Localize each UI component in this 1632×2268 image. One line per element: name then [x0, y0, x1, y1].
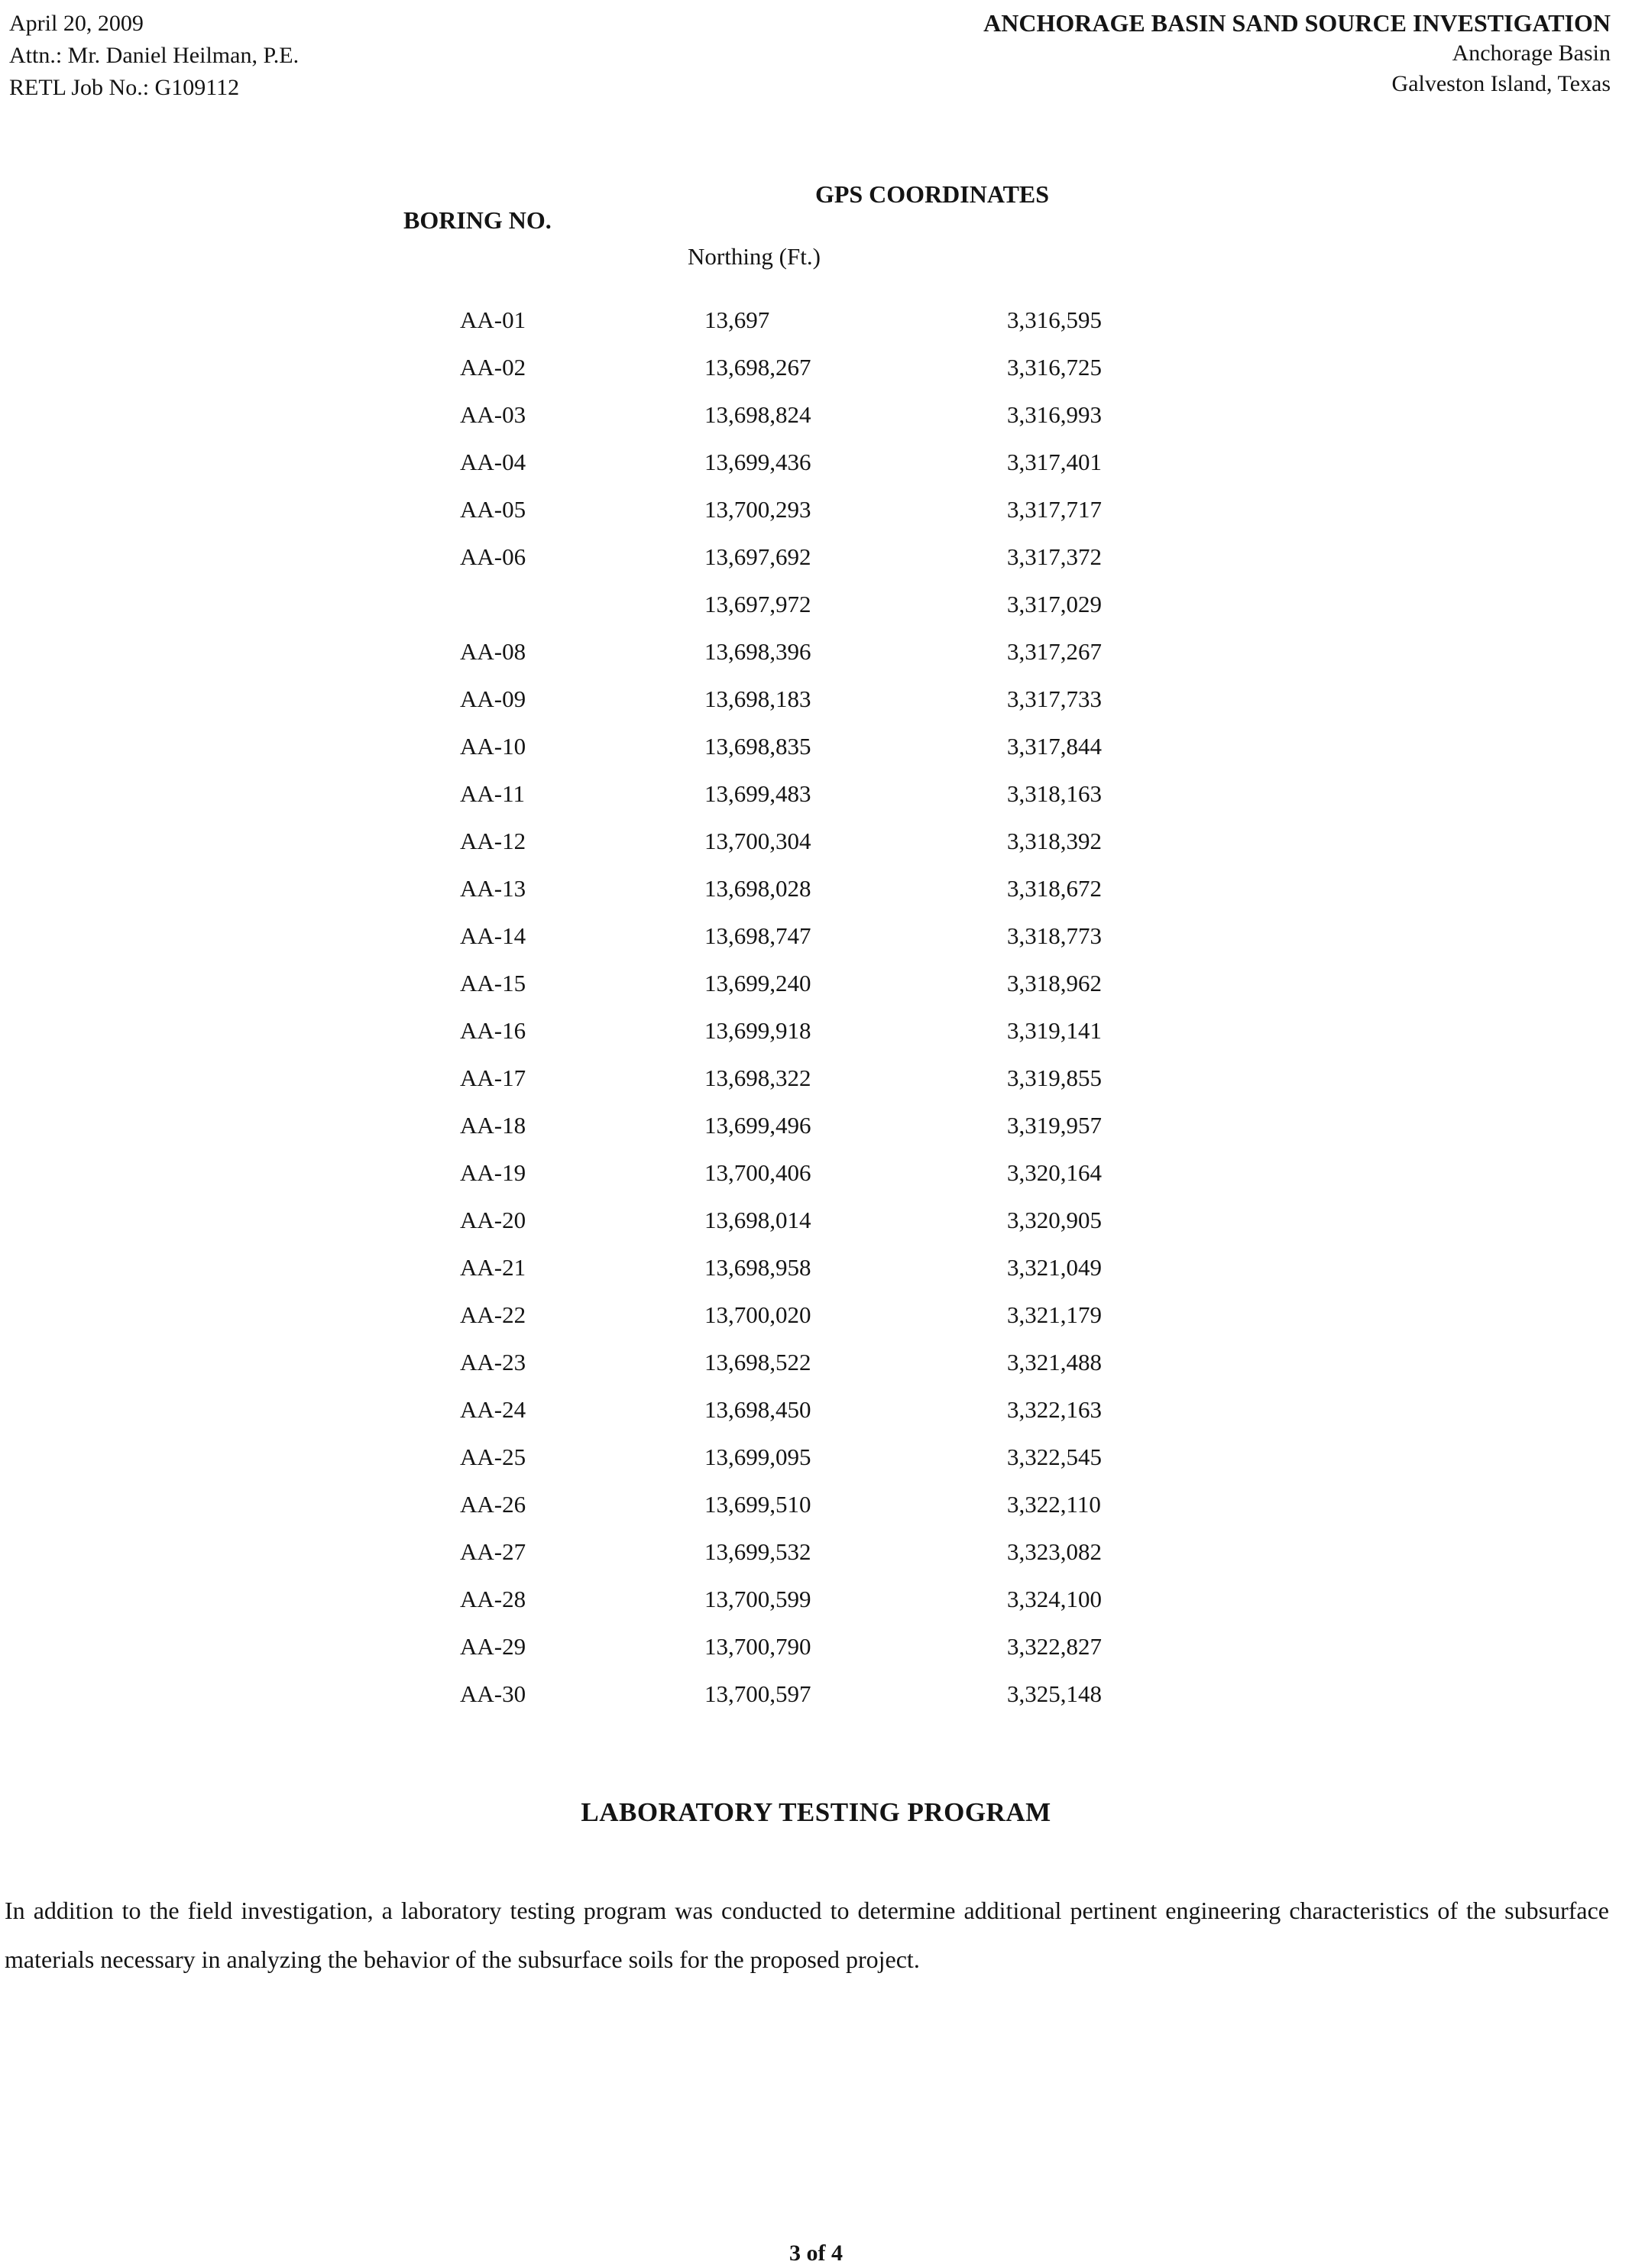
table-row — [0, 1670, 1632, 1718]
boring-no-cell: AA-23 — [460, 1349, 526, 1375]
table-row — [0, 628, 1632, 676]
northing-cell: 13,700,597 — [704, 1680, 811, 1707]
boring-no-cell: AA-06 — [460, 543, 526, 570]
boring-no-cell: AA-17 — [460, 1064, 526, 1091]
easting-cell: 3,320,164 — [1007, 1159, 1102, 1186]
boring-no-cell: AA-30 — [460, 1680, 526, 1707]
easting-cell: 3,317,267 — [1007, 638, 1102, 665]
table-row — [0, 818, 1632, 865]
section-heading: LABORATORY TESTING PROGRAM — [581, 1797, 1051, 1827]
northing-cell: 13,698,824 — [704, 401, 811, 428]
header-left-block — [9, 8, 299, 104]
table-row — [0, 439, 1632, 486]
northing-cell: 13,698,267 — [704, 354, 811, 381]
northing-cell: 13,699,240 — [704, 970, 811, 996]
easting-cell: 3,320,905 — [1007, 1207, 1102, 1233]
job-number-line: RETL Job No.: G109112 — [9, 75, 240, 100]
header-right-block — [983, 8, 1611, 99]
easting-cell: 3,319,141 — [1007, 1017, 1102, 1044]
gps-coordinates-column-header: GPS COORDINATES — [814, 180, 1050, 208]
northing-cell: 13,698,322 — [704, 1064, 811, 1091]
table-row — [0, 1291, 1632, 1339]
easting-cell: 3,322,827 — [1007, 1633, 1102, 1660]
table-row — [0, 676, 1632, 723]
table-row — [0, 1481, 1632, 1528]
easting-cell: 3,322,545 — [1007, 1443, 1102, 1470]
boring-no-cell: AA-04 — [460, 449, 526, 475]
northing-cell: 13,699,095 — [704, 1443, 811, 1470]
easting-cell: 3,322,110 — [1007, 1491, 1101, 1518]
northing-cell: 13,698,028 — [704, 875, 811, 902]
northing-cell: 13,699,918 — [704, 1017, 811, 1044]
northing-cell: 13,699,483 — [704, 780, 811, 807]
table-row — [0, 1149, 1632, 1197]
table-row — [0, 486, 1632, 533]
boring-no-column-header: BORING NO. — [403, 206, 552, 234]
northing-cell: 13,699,436 — [704, 449, 811, 475]
table-row — [0, 1386, 1632, 1434]
easting-cell: 3,317,733 — [1007, 685, 1102, 712]
boring-no-cell: AA-18 — [460, 1112, 526, 1139]
boring-no-cell: AA-03 — [460, 401, 526, 428]
northing-cell: 13,698,014 — [704, 1207, 811, 1233]
table-row — [0, 1197, 1632, 1244]
easting-cell: 3,318,773 — [1007, 922, 1102, 949]
table-row — [0, 391, 1632, 439]
boring-no-cell: AA-29 — [460, 1633, 526, 1660]
northing-cell: 13,698,522 — [704, 1349, 811, 1375]
table-row — [0, 344, 1632, 391]
easting-cell: 3,317,401 — [1007, 449, 1102, 475]
easting-cell: 3,319,855 — [1007, 1064, 1102, 1091]
northing-cell: 13,700,599 — [704, 1586, 811, 1612]
northing-cell: 13,699,532 — [704, 1538, 811, 1565]
easting-cell: 3,318,163 — [1007, 780, 1102, 807]
easting-cell: 3,319,957 — [1007, 1112, 1102, 1139]
boring-no-cell: AA-01 — [460, 306, 526, 333]
easting-cell: 3,316,993 — [1007, 401, 1102, 428]
page-number: 3 of 4 — [789, 2240, 843, 2266]
gps-coordinates-table — [0, 180, 1632, 1718]
northing-cell: 13,700,406 — [704, 1159, 811, 1186]
table-row — [0, 1434, 1632, 1481]
gps-table-header — [0, 180, 1632, 296]
boring-no-cell: AA-12 — [460, 828, 526, 854]
table-row — [0, 1244, 1632, 1291]
table-row — [0, 865, 1632, 912]
attn-line: Attn.: Mr. Daniel Heilman, P.E. — [9, 43, 300, 68]
easting-cell: 3,317,372 — [1007, 543, 1102, 570]
northing-cell: 13,698,183 — [704, 685, 811, 712]
easting-cell: 3,316,725 — [1007, 354, 1102, 381]
boring-no-cell: AA-13 — [460, 875, 526, 902]
northing-cell: 13,698,747 — [704, 922, 811, 949]
easting-cell: 3,316,595 — [1007, 306, 1102, 333]
northing-cell: 13,700,790 — [704, 1633, 811, 1660]
boring-no-cell: AA-10 — [460, 733, 526, 760]
easting-cell: 3,321,179 — [1007, 1301, 1102, 1328]
easting-cell: 3,324,100 — [1007, 1586, 1102, 1612]
table-row — [0, 912, 1632, 960]
boring-no-cell: AA-20 — [460, 1207, 526, 1233]
table-row — [0, 723, 1632, 770]
boring-no-cell: AA-28 — [460, 1586, 526, 1612]
northing-cell: 13,698,835 — [704, 733, 811, 760]
gps-table-body — [0, 296, 1632, 1718]
report-title: ANCHORAGE BASIN SAND SOURCE INVESTIGATION — [983, 9, 1611, 37]
northing-column-header: Northing (Ft.) — [688, 243, 821, 270]
northing-cell: 13,698,396 — [704, 638, 811, 665]
northing-cell: 13,697 — [704, 306, 770, 333]
boring-no-cell: AA-14 — [460, 922, 526, 949]
northing-cell: 13,698,450 — [704, 1396, 811, 1423]
northing-cell: 13,697,692 — [704, 543, 811, 570]
table-row — [0, 770, 1632, 818]
boring-no-cell: AA-16 — [460, 1017, 526, 1044]
northing-cell: 13,699,510 — [704, 1491, 811, 1518]
easting-cell: 3,318,392 — [1007, 828, 1102, 854]
easting-cell: 3,318,672 — [1007, 875, 1102, 902]
easting-cell: 3,318,962 — [1007, 970, 1102, 996]
easting-cell: 3,317,717 — [1007, 496, 1102, 523]
boring-no-cell: AA-25 — [460, 1443, 526, 1470]
table-row — [0, 581, 1632, 628]
boring-no-cell: AA-05 — [460, 496, 526, 523]
boring-no-cell: AA-19 — [460, 1159, 526, 1186]
boring-no-cell: AA-24 — [460, 1396, 526, 1423]
table-row — [0, 296, 1632, 344]
table-row — [0, 1339, 1632, 1386]
boring-no-cell: AA-08 — [460, 638, 526, 665]
table-row — [0, 1528, 1632, 1576]
northing-cell: 13,698,958 — [704, 1254, 811, 1281]
easting-cell: 3,317,844 — [1007, 733, 1102, 760]
project-name-line: Anchorage Basin — [1452, 40, 1611, 66]
table-row — [0, 1055, 1632, 1102]
easting-cell: 3,321,488 — [1007, 1349, 1102, 1375]
northing-cell: 13,699,496 — [704, 1112, 811, 1139]
boring-no-cell: AA-22 — [460, 1301, 526, 1328]
boring-no-cell: AA-26 — [460, 1491, 526, 1518]
northing-cell: 13,697,972 — [704, 591, 811, 617]
boring-no-cell: AA-21 — [460, 1254, 526, 1281]
northing-cell: 13,700,304 — [704, 828, 811, 854]
easting-cell: 3,323,082 — [1007, 1538, 1102, 1565]
date-line: April 20, 2009 — [9, 11, 144, 36]
northing-cell: 13,700,293 — [704, 496, 811, 523]
page-header — [9, 8, 1611, 104]
easting-cell: 3,317,029 — [1007, 591, 1102, 617]
easting-cell: 3,322,163 — [1007, 1396, 1102, 1423]
boring-no-cell: AA-11 — [460, 780, 525, 807]
table-row — [0, 960, 1632, 1007]
easting-cell: 3,325,148 — [1007, 1680, 1102, 1707]
section-paragraph: In addition to the field investigation, a laboratory testing program was conducted to determine additional pertinent engineering characteristics of the subsurface materials necessary in analyzing the behavior of the subsurface soils for the proposed project. — [5, 1897, 1609, 1973]
table-row — [0, 1623, 1632, 1670]
table-row — [0, 1102, 1632, 1149]
table-row — [0, 1576, 1632, 1623]
boring-no-cell: AA-02 — [460, 354, 526, 381]
northing-cell: 13,700,020 — [704, 1301, 811, 1328]
boring-no-cell: AA-15 — [460, 970, 526, 996]
project-location-line: Galveston Island, Texas — [1391, 71, 1611, 96]
table-row — [0, 533, 1632, 581]
table-row — [0, 1007, 1632, 1055]
easting-cell: 3,321,049 — [1007, 1254, 1102, 1281]
boring-no-cell: AA-09 — [460, 685, 526, 712]
boring-no-cell: AA-27 — [460, 1538, 526, 1565]
